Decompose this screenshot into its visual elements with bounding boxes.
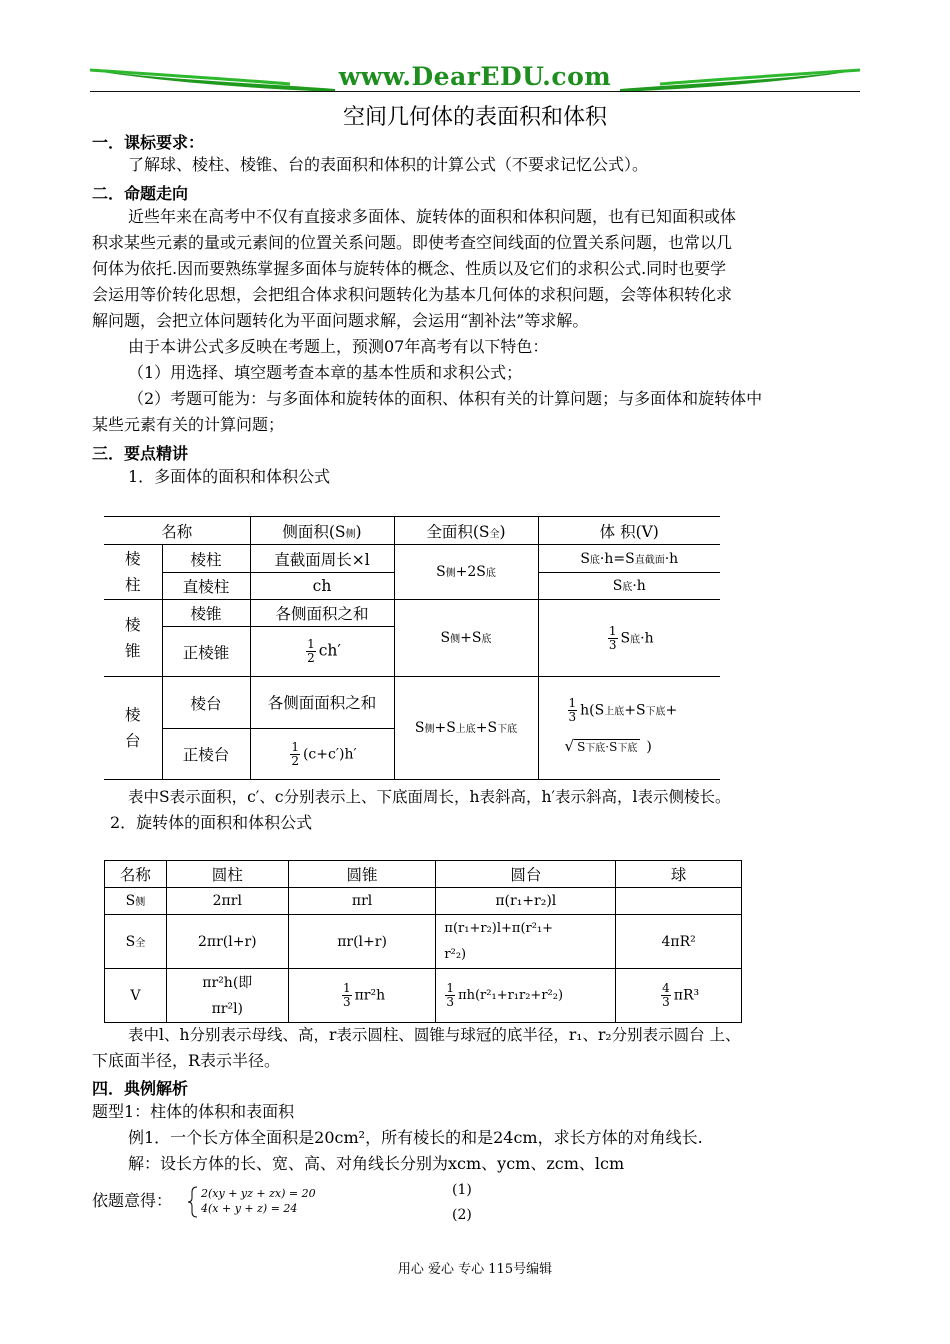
row-name: 直棱柱 bbox=[162, 573, 250, 600]
header-name: 名称 bbox=[105, 861, 167, 888]
row-side: 各侧面面积之和 bbox=[250, 677, 394, 729]
group-pyramid: 棱 锥 bbox=[104, 600, 162, 677]
header-name: 名称 bbox=[104, 517, 250, 545]
section-1-heading: 一．课标要求： bbox=[92, 133, 205, 152]
row-name: 正棱台 bbox=[162, 729, 250, 780]
table1-note: 表中S表示面积，c′、c分别表示上、下底面周长，h表斜高，h′表示斜高，l表示侧棱长。 bbox=[128, 788, 731, 806]
header-frustum: 圆台 bbox=[436, 861, 616, 888]
page-footer: 用心 爱心 专心 115号编辑 bbox=[397, 1262, 553, 1277]
row-name: 棱台 bbox=[162, 677, 250, 729]
cell: πr²h(即 πr²l) bbox=[166, 969, 288, 1023]
header-total-area: 全面积(S全) bbox=[394, 517, 538, 545]
table-row bbox=[105, 888, 742, 915]
cell: 2πr(l+r) bbox=[166, 915, 288, 969]
solution-line: 解：设长方体的长、宽、高、对角线长分别为xcm、ycm、zcm、lcm bbox=[128, 1154, 625, 1173]
row-label: S侧 bbox=[105, 888, 167, 915]
equation-2-number: (2) bbox=[452, 1207, 472, 1223]
table-row bbox=[104, 600, 720, 627]
cell bbox=[616, 888, 742, 915]
revolution-table bbox=[104, 860, 742, 1023]
table-row bbox=[105, 969, 742, 1023]
header-volume: 体 积(V) bbox=[538, 517, 720, 545]
cell: $\frac{1}{3}$ πh(r²₁+r₁r₂+r²₂) bbox=[436, 969, 616, 1023]
group-prism: 棱 柱 bbox=[104, 545, 162, 600]
table2-note-1: 表中l、h分别表示母线、高，r表示圆柱、圆锥与球冠的底半径，r₁、r₂分别表示圆台 上、 bbox=[128, 1026, 741, 1044]
cell: πrl bbox=[288, 888, 436, 915]
header-sphere: 球 bbox=[616, 861, 742, 888]
brace-icon bbox=[187, 1186, 199, 1218]
total-frustum: S侧+S上底+S下底 bbox=[394, 677, 538, 780]
row-side: 各侧面积之和 bbox=[250, 600, 394, 627]
row-side: ch bbox=[250, 573, 394, 600]
s2-line-8: （2）考题可能为：与多面体和旋转体的面积、体积有关的计算问题；与多面体和旋转体中 bbox=[128, 389, 763, 408]
section-2-heading: 二．命题走向 bbox=[92, 184, 189, 203]
s2-line-5: 解问题，会把立体问题转化为平面问题求解，会运用“割补法”等求解。 bbox=[92, 311, 589, 330]
table2-note-2: 下底面半径，R表示半径。 bbox=[92, 1051, 281, 1070]
cell: $\frac{1}{3}$ πr²h bbox=[288, 969, 436, 1023]
table-row bbox=[104, 677, 720, 729]
fraction: $\frac{1}{3}$ bbox=[608, 623, 617, 652]
cell: π(r₁+r₂)l bbox=[436, 888, 616, 915]
s2-line-9: 某些元素有关的计算问题； bbox=[92, 415, 285, 434]
row-name: 正棱锥 bbox=[162, 627, 250, 677]
equation-1: 2(xy + yz + zx) = 20 bbox=[201, 1187, 316, 1200]
s2-line-2: 积求某些元素的量或元素间的位置关系问题。即使考查空间线面的位置关系问题，也常以几 bbox=[92, 233, 733, 252]
s2-line-1: 近些年来在高考中不仅有直接求多面体、旋转体的面积和体积问题，也有已知面积或体 bbox=[128, 207, 737, 226]
row-side: $\frac{1}{2}$ (c+c′)h′ bbox=[250, 729, 394, 780]
row-side: $\frac{1}{2}$ ch′ bbox=[250, 627, 394, 677]
fraction: $\frac{1}{2}$ bbox=[291, 739, 299, 768]
equation-2: 4(x + y + z) = 24 bbox=[201, 1202, 298, 1215]
total-prism: S侧+2S底 bbox=[394, 545, 538, 600]
table-row bbox=[105, 915, 742, 969]
s2-line-4: 会运用等价转化思想，会把组合体求积问题转化为基本几何体的求积问题，会等体积转化求 bbox=[92, 285, 733, 304]
subsection-1-title: 1．多面体的面积和体积公式 bbox=[128, 467, 331, 486]
site-logo[interactable]: www.DearEDU.com bbox=[338, 62, 612, 91]
row-label: S全 bbox=[105, 915, 167, 969]
header-cone: 圆锥 bbox=[288, 861, 436, 888]
cell: 4πR² bbox=[616, 915, 742, 969]
fraction: $\frac{1}{3}$ bbox=[446, 981, 455, 1009]
cell: $\frac{4}{3}$ πR³ bbox=[616, 969, 742, 1023]
example-1: 例1．一个长方体全面积是20cm²，所有棱长的和是24cm，求长方体的对角线长. bbox=[128, 1128, 703, 1147]
equation-1-number: (1) bbox=[452, 1182, 472, 1198]
s2-line-6: 由于本讲公式多反映在考题上，预测07年高考有以下特色： bbox=[128, 337, 549, 356]
fraction: $\frac{1}{3}$ bbox=[568, 696, 577, 724]
fraction: $\frac{1}{3}$ bbox=[342, 981, 351, 1009]
row-name: 棱锥 bbox=[162, 600, 250, 627]
section-3-heading: 三．要点精讲 bbox=[92, 444, 189, 463]
total-pyramid: S侧+S底 bbox=[394, 600, 538, 677]
equation-system bbox=[187, 1185, 387, 1219]
row-name: 棱柱 bbox=[162, 545, 250, 573]
table-header-row bbox=[104, 517, 720, 545]
row-label: V bbox=[105, 969, 167, 1023]
section-1-text: 了解球、棱柱、棱锥、台的表面积和体积的计算公式（不要求记忆公式）。 bbox=[128, 155, 649, 174]
page-title: 空间几何体的表面积和体积 bbox=[342, 105, 607, 130]
fraction: $\frac{4}{3}$ bbox=[662, 981, 670, 1009]
header-rule bbox=[90, 91, 860, 92]
vol-right-prism: S底·h bbox=[538, 573, 720, 600]
equation-label: 依题意得： bbox=[92, 1191, 173, 1210]
cell: πr(l+r) bbox=[288, 915, 436, 969]
s2-line-7: （1）用选择、填空题考查本章的基本性质和求积公式； bbox=[128, 363, 523, 382]
type-1-title: 题型1：柱体的体积和表面积 bbox=[92, 1102, 295, 1121]
vol-prism: S底·h=S直截面·h bbox=[538, 545, 720, 573]
cell: 2πrl bbox=[166, 888, 288, 915]
vol-pyramid: $\frac{1}{3}$ S底·h bbox=[538, 600, 720, 677]
polyhedra-table bbox=[104, 516, 720, 780]
row-side: 直截面周长×l bbox=[250, 545, 394, 573]
table-row bbox=[104, 545, 720, 573]
group-frustum: 棱 台 bbox=[104, 677, 162, 780]
vol-frustum: $\frac{1}{3}$ h(S上底+S下底+ √ S下底·S下底 ) bbox=[538, 677, 720, 780]
cell: π(r₁+r₂)l+π(r²₁+ r²₂) bbox=[436, 915, 616, 969]
s2-line-3: 何体为依托.因而要熟练掌握多面体与旋转体的概念、性质以及它们的求积公式.同时也要学 bbox=[92, 259, 727, 278]
header-cylinder: 圆柱 bbox=[166, 861, 288, 888]
subsection-2-title: 2．旋转体的面积和体积公式 bbox=[110, 813, 313, 832]
header-side-area: 侧面积(S侧) bbox=[250, 517, 394, 545]
fraction: $\frac{1}{2}$ bbox=[307, 637, 315, 665]
table-header-row bbox=[105, 861, 742, 888]
section-4-heading: 四．典例解析 bbox=[92, 1079, 189, 1098]
